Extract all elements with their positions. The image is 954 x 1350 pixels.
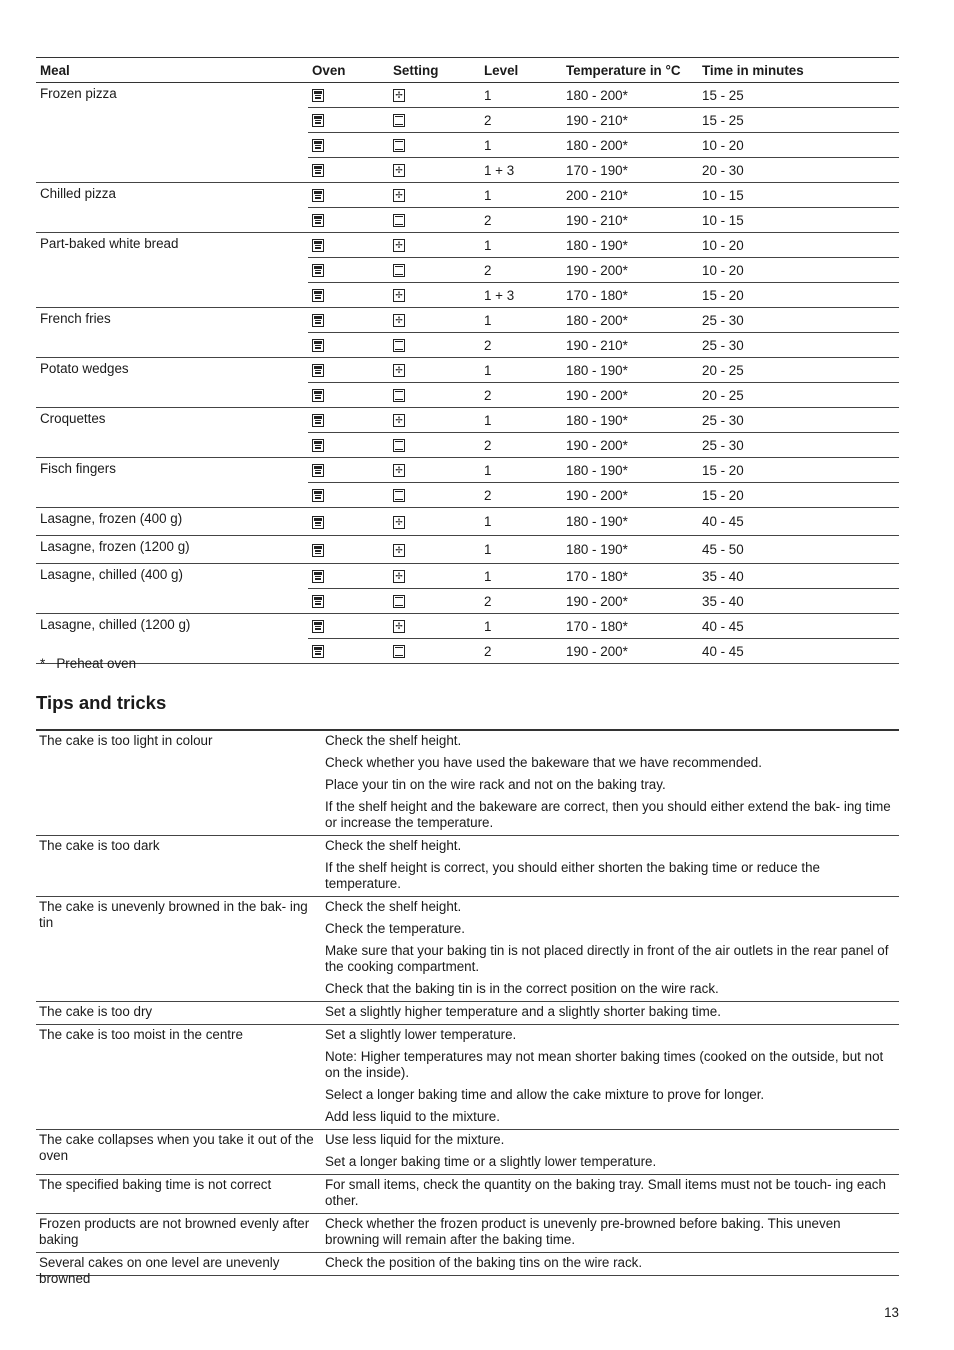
oven-cell [308,508,389,536]
oven-cell [308,208,389,233]
level-cell: 2 [480,333,562,358]
top-bottom-heat-icon [393,214,405,227]
column-header-temperature: Temperature in °C [562,58,698,83]
column-header-meal: Meal [36,58,308,83]
level-cell: 1 [480,83,562,108]
meal-name: Lasagne, frozen (400 g) [36,508,308,536]
tip-row [36,1002,899,1025]
time-cell: 25 - 30 [698,308,899,333]
tip-row [36,897,899,1002]
remedy-item: Check whether the frozen product is unevenly pre-browned before baking. This uneven browning will remain after the baking time. [325,1216,841,1247]
setting-cell [389,333,480,358]
table-row [36,83,899,108]
remedy-item: Set a slightly lower temperature. [325,1027,517,1042]
temperature-cell: 180 - 190* [562,536,698,564]
remedy-item: Set a slightly higher temperature and a slightly shorter baking time. [325,1004,721,1019]
level-cell: 2 [480,383,562,408]
time-cell: 15 - 20 [698,458,899,483]
time-cell: 25 - 30 [698,408,899,433]
time-cell: 10 - 15 [698,208,899,233]
meal-name: Chilled pizza [36,183,308,233]
time-cell: 20 - 30 [698,158,899,183]
oven-icon [312,114,324,127]
tip-row [36,1253,899,1276]
oven-cell [308,536,389,564]
tip-cell [36,1253,899,1286]
setting-cell [389,383,480,408]
setting-cell [389,536,480,564]
tip-cell [36,836,899,897]
time-cell: 40 - 45 [698,508,899,536]
level-cell: 1 [480,508,562,536]
meal-name: Potato wedges [36,358,308,408]
oven-icon [312,164,324,177]
table-row [36,536,899,564]
problem-text: The specified baking time is not correct [39,1177,272,1192]
tip-row [36,836,899,897]
temperature-cell: 170 - 190* [562,158,698,183]
tip-cell [36,730,899,836]
remedy-item: Check the shelf height. [325,838,462,853]
top-bottom-heat-icon [393,264,405,277]
level-cell: 1 [480,408,562,433]
temperature-cell: 180 - 190* [562,508,698,536]
oven-cell [308,133,389,158]
temperature-cell: 170 - 180* [562,564,698,589]
level-cell: 2 [480,483,562,508]
oven-cell [308,589,389,614]
time-cell: 15 - 25 [698,108,899,133]
problem-text: The cake is too dark [39,838,160,853]
setting-cell [389,233,480,258]
top-bottom-heat-icon [393,339,405,352]
meal-name: Lasagne, chilled (1200 g) [36,614,308,664]
setting-cell [389,589,480,614]
oven-cell [308,408,389,433]
fan-icon [393,364,405,377]
temperature-cell: 190 - 210* [562,208,698,233]
level-cell: 1 [480,614,562,639]
fan-icon [393,189,405,202]
level-cell: 2 [480,433,562,458]
oven-icon [312,389,324,402]
oven-icon [312,620,324,633]
setting-cell [389,639,480,664]
tip-cell [36,1175,899,1214]
time-cell: 40 - 45 [698,614,899,639]
remedy-item: For small items, check the quantity on the baking tray. Small items must not be touch- ing each other. [325,1177,886,1208]
temperature-cell: 170 - 180* [562,283,698,308]
fan-icon [393,89,405,102]
temperature-cell: 190 - 200* [562,589,698,614]
time-cell: 20 - 25 [698,358,899,383]
oven-cell [308,433,389,458]
remedy-item: Check that the baking tin is in the correct position on the wire rack. [325,981,719,996]
time-cell: 35 - 40 [698,564,899,589]
time-cell: 10 - 20 [698,258,899,283]
oven-icon [312,645,324,658]
remedy-item: Set a longer baking time or a slightly lower temperature. [325,1154,657,1169]
remedy-item: Note: Higher temperatures may not mean shorter baking times (cooked on the outside, but not on the inside). [325,1049,884,1080]
oven-cell [308,383,389,408]
oven-cell [308,564,389,589]
temperature-cell: 180 - 200* [562,133,698,158]
temperature-cell: 190 - 200* [562,383,698,408]
setting-cell [389,83,480,108]
temperature-cell: 190 - 210* [562,108,698,133]
oven-cell [308,158,389,183]
tip-cell [36,1002,899,1025]
level-cell: 2 [480,258,562,283]
temperature-cell: 180 - 190* [562,458,698,483]
top-bottom-heat-icon [393,439,405,452]
table-header-row [36,58,899,83]
oven-icon [312,264,324,277]
oven-cell [308,83,389,108]
oven-cell [308,108,389,133]
table-row [36,233,899,258]
oven-icon [312,189,324,202]
top-bottom-heat-icon [393,114,405,127]
level-cell: 2 [480,108,562,133]
tip-row [36,730,899,836]
setting-cell [389,614,480,639]
oven-icon [312,239,324,252]
top-bottom-heat-icon [393,139,405,152]
oven-cell [308,183,389,208]
tip-cell [36,1130,899,1175]
level-cell: 1 [480,183,562,208]
level-cell: 1 [480,564,562,589]
meal-name: Lasagne, frozen (1200 g) [36,536,308,564]
setting-cell [389,208,480,233]
meal-name: Part-baked white bread [36,233,308,308]
meal-name: Frozen pizza [36,83,308,183]
level-cell: 2 [480,589,562,614]
table-row [36,564,899,589]
column-header-level: Level [480,58,562,83]
level-cell: 1 [480,458,562,483]
oven-cell [308,614,389,639]
oven-icon [312,139,324,152]
problem-text: The cake is too moist in the centre [39,1027,243,1042]
fan-icon [393,544,405,557]
meal-name: Fisch fingers [36,458,308,508]
time-cell: 25 - 30 [698,433,899,458]
setting-cell [389,408,480,433]
setting-cell [389,433,480,458]
tip-row [36,1175,899,1214]
fan-icon [393,289,405,302]
temperature-cell: 190 - 200* [562,483,698,508]
cooking-table-body [36,83,899,664]
oven-icon [312,339,324,352]
time-cell: 35 - 40 [698,589,899,614]
fan-icon [393,314,405,327]
oven-icon [312,314,324,327]
tips-table [36,729,899,1286]
oven-icon [312,364,324,377]
temperature-cell: 190 - 200* [562,433,698,458]
oven-cell [308,308,389,333]
level-cell: 1 + 3 [480,158,562,183]
setting-cell [389,483,480,508]
remedy-item: Place your tin on the wire rack and not on the baking tray. [325,777,666,792]
tips-table-body [36,730,899,1286]
setting-cell [389,158,480,183]
remedy-item: Add less liquid to the mixture. [325,1109,500,1124]
fan-icon [393,414,405,427]
time-cell: 20 - 25 [698,383,899,408]
oven-icon [312,464,324,477]
tip-row [36,1214,899,1253]
fan-icon [393,620,405,633]
remedy-item: Check the shelf height. [325,733,462,748]
oven-cell [308,458,389,483]
tip-cell [36,1025,899,1130]
oven-icon [312,289,324,302]
column-header-time: Time in minutes [698,58,899,83]
oven-icon [312,516,324,529]
remedy-item: Check the shelf height. [325,899,462,914]
time-cell: 40 - 45 [698,639,899,664]
fan-icon [393,516,405,529]
oven-icon [312,439,324,452]
fan-icon [393,464,405,477]
column-header-setting: Setting [389,58,480,83]
table-row [36,183,899,208]
time-cell: 45 - 50 [698,536,899,564]
remedy-item: Check the temperature. [325,921,465,936]
problem-text: The cake is too light in colour [39,733,213,748]
level-cell: 2 [480,639,562,664]
setting-cell [389,308,480,333]
top-bottom-heat-icon [393,595,405,608]
level-cell: 1 + 3 [480,283,562,308]
footnote: * Preheat oven [40,656,137,671]
time-cell: 10 - 20 [698,133,899,158]
setting-cell [389,133,480,158]
table-row [36,614,899,639]
oven-icon [312,595,324,608]
level-cell: 1 [480,308,562,333]
oven-cell [308,333,389,358]
column-header-oven: Oven [308,58,389,83]
table-row [36,508,899,536]
temperature-cell: 190 - 200* [562,258,698,283]
temperature-cell: 180 - 190* [562,233,698,258]
oven-cell [308,358,389,383]
oven-icon [312,544,324,557]
level-cell: 2 [480,208,562,233]
time-cell: 15 - 20 [698,283,899,308]
page-number: 13 [884,1305,899,1320]
table-row [36,358,899,383]
setting-cell [389,358,480,383]
tip-row [36,1130,899,1175]
table-row [36,408,899,433]
time-cell: 10 - 20 [698,233,899,258]
fan-icon [393,239,405,252]
top-bottom-heat-icon [393,389,405,402]
fan-icon [393,164,405,177]
remedy-item: Use less liquid for the mixture. [325,1132,505,1147]
table-row [36,458,899,483]
tip-cell [36,1214,899,1253]
table-row [36,308,899,333]
level-cell: 1 [480,536,562,564]
problem-text: The cake collapses when you take it out of the oven [39,1132,314,1163]
oven-icon [312,89,324,102]
setting-cell [389,564,480,589]
setting-cell [389,458,480,483]
oven-cell [308,283,389,308]
temperature-cell: 180 - 200* [562,308,698,333]
remedy-item: If the shelf height and the bakeware are correct, then you should either extend the bak- ing time or increase the temperature. [325,799,891,830]
oven-icon [312,214,324,227]
setting-cell [389,183,480,208]
temperature-cell: 170 - 180* [562,614,698,639]
remedy-item: Check the position of the baking tins on the wire rack. [325,1255,643,1270]
level-cell: 1 [480,358,562,383]
temperature-cell: 190 - 200* [562,639,698,664]
oven-icon [312,570,324,583]
oven-cell [308,639,389,664]
time-cell: 25 - 30 [698,333,899,358]
fan-icon [393,570,405,583]
level-cell: 1 [480,133,562,158]
meal-name: French fries [36,308,308,358]
level-cell: 1 [480,233,562,258]
remedy-item: Check whether you have used the bakeware that we have recommended. [325,755,762,770]
problem-text: The cake is too dry [39,1004,153,1019]
problem-text: Several cakes on one level are unevenly browned [39,1255,280,1286]
meal-name: Lasagne, chilled (400 g) [36,564,308,614]
oven-cell [308,233,389,258]
oven-cell [308,483,389,508]
setting-cell [389,283,480,308]
cooking-table [36,57,899,664]
remedy-item: Select a longer baking time and allow the cake mixture to prove for longer. [325,1087,765,1102]
temperature-cell: 180 - 190* [562,358,698,383]
setting-cell [389,508,480,536]
setting-cell [389,258,480,283]
top-bottom-heat-icon [393,645,405,658]
temperature-cell: 180 - 190* [562,408,698,433]
temperature-cell: 180 - 200* [562,83,698,108]
section-heading-tips: Tips and tricks [36,692,167,713]
temperature-cell: 200 - 210* [562,183,698,208]
problem-text: Frozen products are not browned evenly after baking [39,1216,310,1247]
time-cell: 10 - 15 [698,183,899,208]
time-cell: 15 - 25 [698,83,899,108]
tip-cell [36,897,899,1002]
meal-name: Croquettes [36,408,308,458]
tip-row [36,1025,899,1130]
setting-cell [389,108,480,133]
temperature-cell: 190 - 210* [562,333,698,358]
oven-icon [312,489,324,502]
time-cell: 15 - 20 [698,483,899,508]
oven-icon [312,414,324,427]
remedy-item: Make sure that your baking tin is not placed directly in front of the air outlets in the rear panel of the cooking compartment. [325,943,889,974]
top-bottom-heat-icon [393,489,405,502]
remedy-item: If the shelf height is correct, you should either shorten the baking time or reduce the temperature. [325,860,820,891]
problem-text: The cake is unevenly browned in the bak- ing tin [39,899,308,930]
oven-cell [308,258,389,283]
